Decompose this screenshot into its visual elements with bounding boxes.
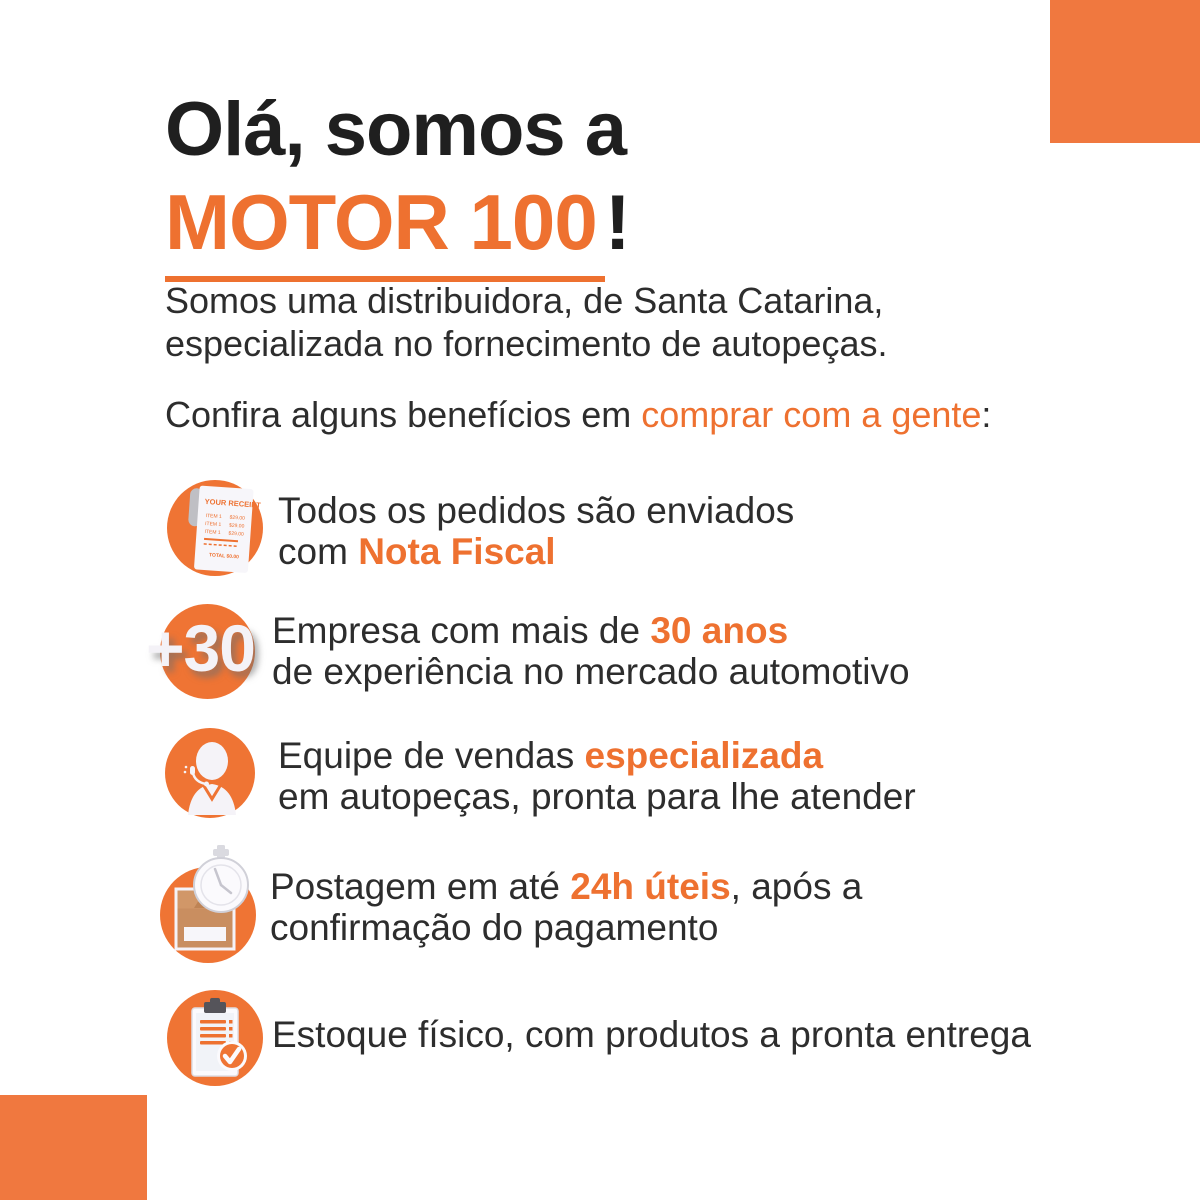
brand-line — [165, 178, 630, 282]
brand-exclamation: ! — [604, 178, 630, 266]
svg-text:$29.00: $29.00 — [228, 522, 245, 530]
clipboard-check-icon — [165, 986, 265, 1090]
page-title — [165, 86, 630, 282]
benefits-intro-highlight: comprar com a gente — [641, 394, 982, 435]
svg-text:$29.00: $29.00 — [229, 514, 246, 522]
receipt-title: YOUR RECEIPT — [204, 496, 262, 510]
svg-text:ITEM 1: ITEM 1 — [204, 528, 221, 537]
plus-30-label: +30 — [146, 611, 255, 685]
svg-text:ITEM 1: ITEM 1 — [204, 520, 222, 529]
benefits-intro — [165, 394, 991, 436]
benefit-nota-fiscal: Todos os pedidos são enviados com Nota Fiscal — [278, 490, 795, 572]
benefits-intro-colon: : — [981, 394, 992, 435]
svg-text:$29.00: $29.00 — [228, 530, 244, 538]
greeting-text: Olá, somos a — [165, 87, 627, 172]
intro-paragraph — [165, 279, 887, 365]
greeting-line — [165, 86, 630, 174]
benefit-postagem: Postagem em até 24h úteis, após a confirmação do pagamento — [270, 866, 863, 948]
receipt-total: TOTAL $0.00 — [208, 552, 240, 561]
box-stopwatch-icon — [156, 843, 268, 965]
receipt-icon — [165, 476, 265, 582]
svg-text:ITEM 1: ITEM 1 — [205, 512, 222, 521]
corner-square-top-right — [1050, 0, 1200, 143]
benefit-estoque: Estoque físico, com produtos a pronta entrega — [272, 1014, 1031, 1055]
benefits-intro-prefix: Confira alguns benefícios em — [165, 394, 642, 435]
plus-30-icon — [146, 604, 255, 699]
corner-square-bottom-left — [0, 1095, 147, 1200]
benefit-30-anos: Empresa com mais de 30 anos de experiência no mercado automotivo — [272, 610, 910, 692]
support-agent-icon — [164, 727, 256, 819]
intro-line-2: especializada no fornecimento de autopeças. — [165, 323, 888, 364]
intro-line-1: Somos uma distribuidora, de Santa Catarina, — [165, 280, 884, 321]
benefit-equipe: Equipe de vendas especializada em autopeças, pronta para lhe atender — [278, 735, 916, 817]
brand-name: MOTOR 100 — [165, 178, 605, 282]
